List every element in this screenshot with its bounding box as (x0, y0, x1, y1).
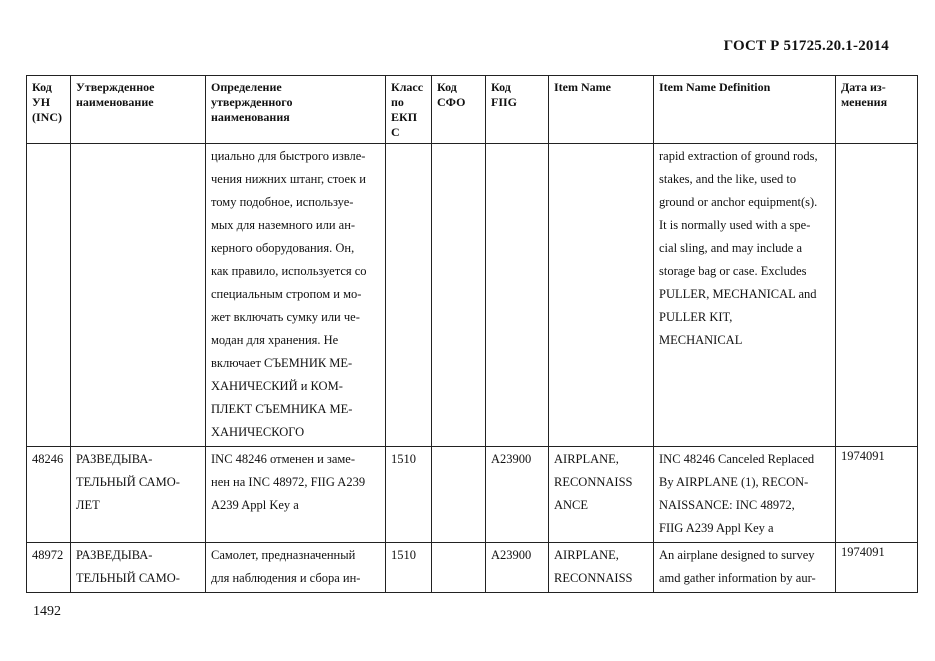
cell-inc (27, 144, 71, 447)
table-header-row (27, 76, 918, 144)
cell-date: 1974091 (836, 447, 918, 543)
cell-class: 1510 (386, 447, 432, 543)
cell-fiig: A23900 (486, 543, 549, 593)
cell-sfo (432, 144, 486, 447)
cell-approved-name (71, 144, 206, 447)
cell-item-definition: rapid extraction of ground rods, stakes, and the like, used to ground or anchor equipment(s). It is normally used with a spe- cial sling, and may include a storage bag or case. Excludes PULLER, MECHANICAL and PULLER KIT, MECHANICAL (654, 144, 836, 447)
cell-item-name (549, 144, 654, 447)
column-header-inc: Код УН (INC) (27, 76, 71, 144)
table-row (27, 543, 918, 593)
cell-item-name: AIRPLANE, RECONNAISS ANCE (549, 447, 654, 543)
cell-inc: 48246 (27, 447, 71, 543)
table-row (27, 447, 918, 543)
cell-item-name: AIRPLANE, RECONNAISS (549, 543, 654, 593)
cell-class (386, 144, 432, 447)
column-header-definition: Определение утвержденного наименования (206, 76, 386, 144)
cell-item-definition: INC 48246 Canceled Replaced By AIRPLANE (1), RECON- NAISSANCE: INC 48972, FIIG A239 Appl Key a (654, 447, 836, 543)
column-header-sfo: Код СФО (432, 76, 486, 144)
cell-date (836, 144, 918, 447)
cell-class: 1510 (386, 543, 432, 593)
cell-approved-name: РАЗВЕДЫВА- ТЕЛЬНЫЙ САМО- (71, 543, 206, 593)
cell-approved-name: РАЗВЕДЫВА- ТЕЛЬНЫЙ САМО- ЛЕТ (71, 447, 206, 543)
document-header: ГОСТ Р 51725.20.1-2014 (723, 38, 889, 54)
data-table (26, 75, 918, 593)
column-header-fiig: Код FIIG (486, 76, 549, 144)
column-header-approved-name: Утвержденное наименование (71, 76, 206, 144)
column-header-class: Класс по ЕКП С (386, 76, 432, 144)
cell-fiig: A23900 (486, 447, 549, 543)
cell-item-definition: An airplane designed to survey amd gather information by aur- (654, 543, 836, 593)
cell-definition: циально для быстрого извле- чения нижних штанг, стоек и тому подобное, используе- мых для наземного или ан- керного оборудования. Он, как правило, используется со специальным стропом и мо- жет включать сумку или че- модан для хранения. Не включает СЪЕМНИК МЕ- ХАНИЧЕСКИЙ и КОМ- ПЛЕКТ СЪЕМНИКА МЕ- ХАНИЧЕСКОГО (206, 144, 386, 447)
cell-fiig (486, 144, 549, 447)
cell-inc: 48972 (27, 543, 71, 593)
column-header-date: Дата из- менения (836, 76, 918, 144)
cell-date: 1974091 (836, 543, 918, 593)
cell-definition: INC 48246 отменен и заме- нен на INC 48972, FIIG A239 A239 Appl Key a (206, 447, 386, 543)
cell-sfo (432, 447, 486, 543)
column-header-item-definition: Item Name Definition (654, 76, 836, 144)
cell-definition: Самолет, предназначенный для наблюдения и сбора ин- (206, 543, 386, 593)
column-header-item-name: Item Name (549, 76, 654, 144)
page-number: 1492 (33, 604, 61, 619)
table-row (27, 144, 918, 447)
cell-sfo (432, 543, 486, 593)
